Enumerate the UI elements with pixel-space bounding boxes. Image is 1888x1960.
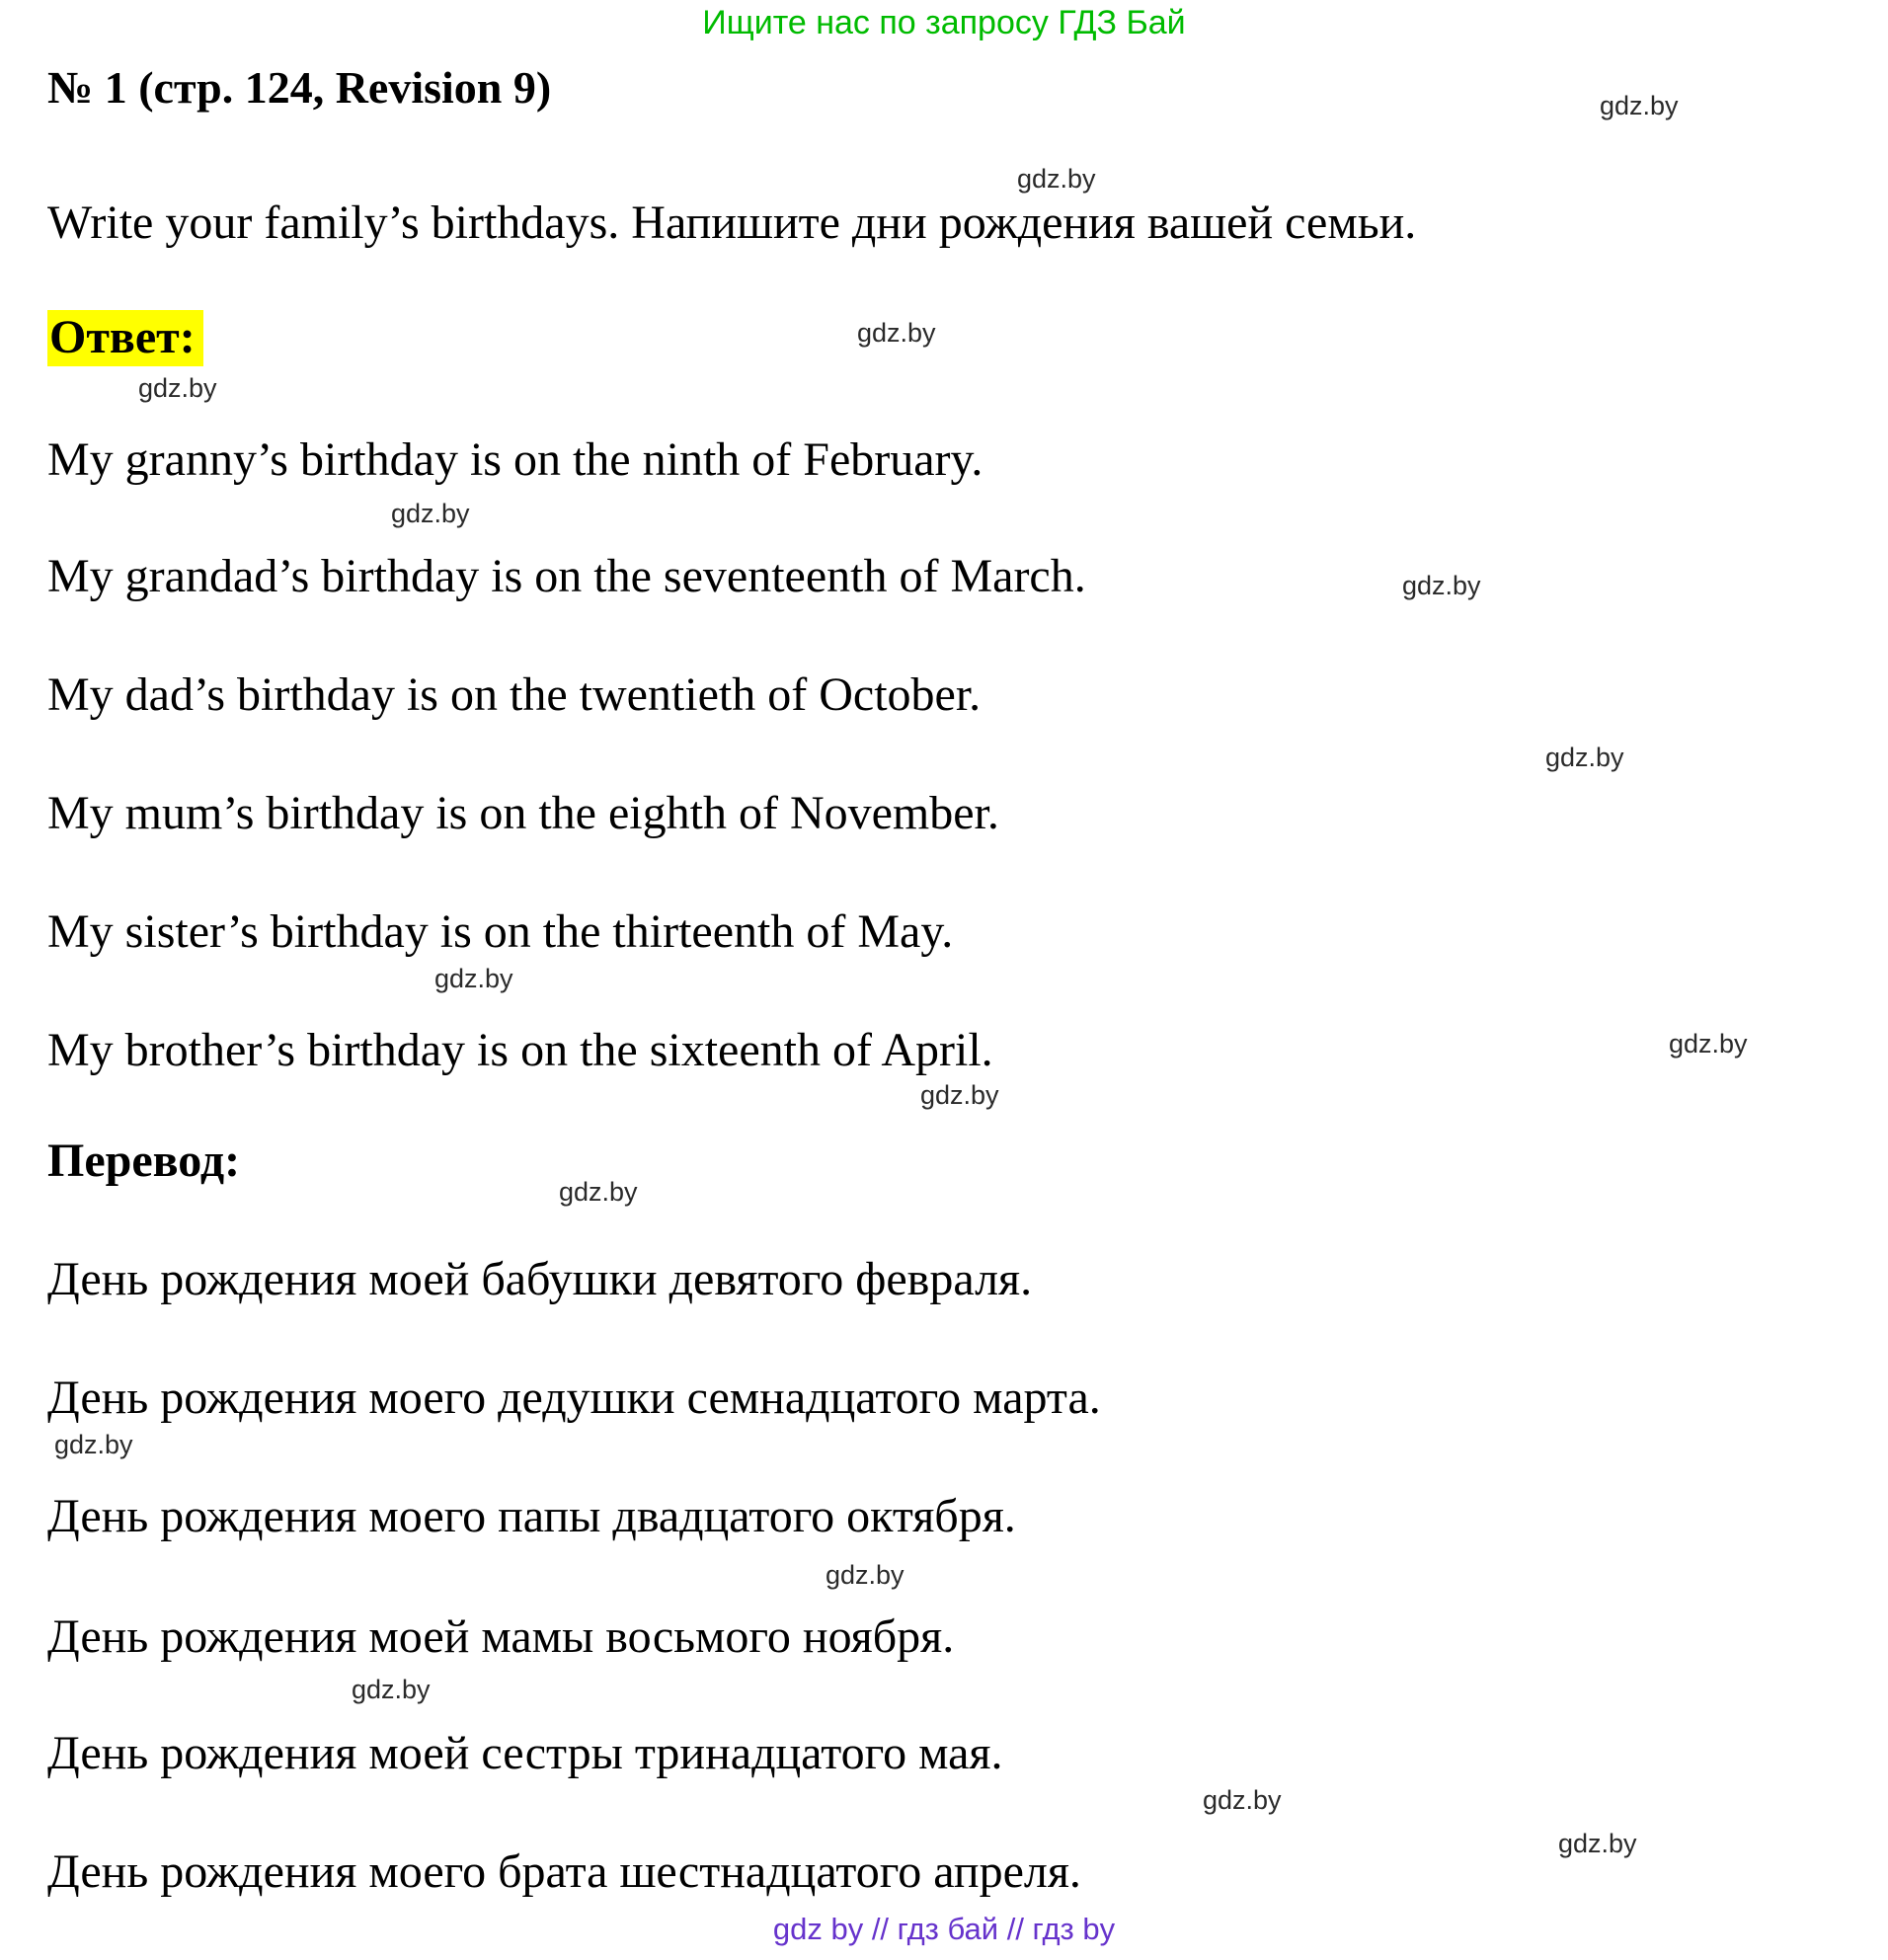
gdz-watermark: gdz.by — [1600, 91, 1679, 120]
answer-label — [47, 310, 203, 364]
gdz-watermark: gdz.by — [352, 1675, 431, 1704]
gdz-watermark: gdz.by — [826, 1560, 905, 1590]
gdz-watermark: gdz.by — [920, 1080, 999, 1110]
answer-line: My brother’s birthday is on the sixteenth of April. — [47, 1024, 993, 1076]
translation-line: День рождения моего брата шестнадцатого апреля. — [47, 1845, 1081, 1898]
exercise-title: № 1 (стр. 124, Revision 9) — [47, 62, 552, 113]
answer-line: My dad’s birthday is on the twentieth of October. — [47, 668, 982, 721]
gdz-watermark: gdz.by — [1203, 1785, 1282, 1815]
translation-line: День рождения моей сестры тринадцатого мая. — [47, 1727, 1003, 1779]
gdz-watermark: gdz.by — [857, 318, 936, 348]
gdz-watermark: gdz.by — [138, 373, 217, 403]
seo-banner: Ищите нас по запросу ГДЗ Бай — [702, 4, 1186, 41]
translation-line: День рождения моей мамы восьмого ноября. — [47, 1610, 955, 1663]
translation-label: Перевод: — [47, 1135, 241, 1187]
translation-line: День рождения моего папы двадцатого октября. — [47, 1490, 1016, 1542]
gdz-watermark: gdz.by — [559, 1177, 638, 1207]
answer-line: My granny’s birthday is on the ninth of February. — [47, 433, 983, 486]
translation-line: День рождения моей бабушки девятого февраля. — [47, 1253, 1033, 1305]
answer-line: My mum’s birthday is on the eighth of November. — [47, 787, 999, 839]
answer-label-text: Ответ: — [47, 310, 203, 366]
gdz-watermark: gdz.by — [54, 1430, 133, 1459]
gdz-watermark: gdz.by — [391, 499, 470, 528]
translation-line: День рождения моего дедушки семнадцатого марта. — [47, 1372, 1101, 1424]
task-text: Write your family’s birthdays. Напишите дни рождения вашей семьи. — [47, 196, 1417, 249]
gdz-watermark: gdz.by — [1669, 1029, 1748, 1058]
answer-line: My sister’s birthday is on the thirteenth of May. — [47, 905, 954, 958]
gdz-watermark: gdz.by — [1558, 1829, 1637, 1858]
footer-links[interactable]: gdz by // гдз бай // гдз by — [772, 1912, 1116, 1946]
gdz-watermark: gdz.by — [1545, 743, 1624, 772]
answer-line: My grandad’s birthday is on the seventeenth of March. — [47, 550, 1086, 602]
gdz-watermark: gdz.by — [1402, 571, 1481, 600]
gdz-watermark: gdz.by — [1017, 164, 1096, 194]
gdz-watermark: gdz.by — [434, 964, 513, 993]
